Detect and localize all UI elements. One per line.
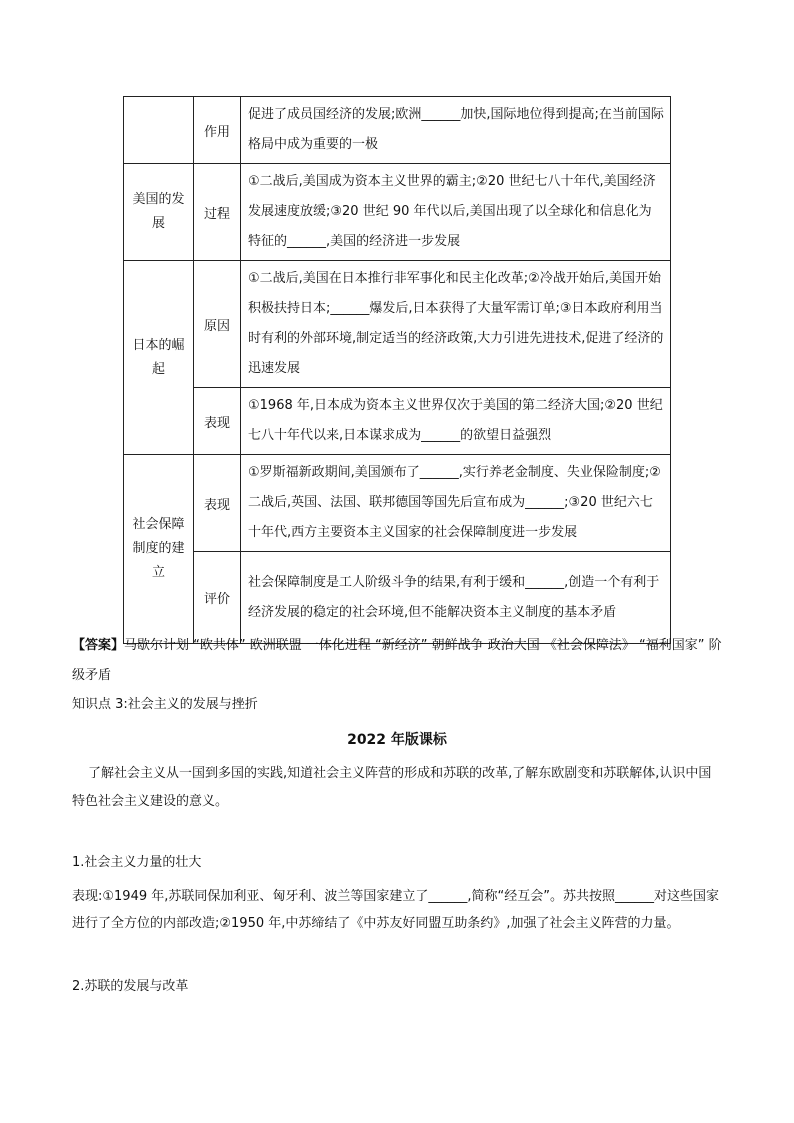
table-row (124, 97, 671, 164)
table-content-cell: 促进了成员国经济的发展;欧洲______加快,国际地位得到提高;在当前国际格局中成为重要的一极 (241, 97, 671, 164)
curriculum-standard-text: 了解社会主义从一国到多国的实践,知道社会主义阵营的形成和苏联的改革,了解东欧剧变和苏联解体,认识中国特色社会主义建设的意义。 (72, 766, 712, 809)
summary-table (123, 96, 671, 644)
table-content-cell: ①二战后,美国成为资本主义世界的霸主;②20 世纪七八十年代,美国经济发展速度放缓;③20 世纪 90 年代以后,美国出现了以全球化和信息化为特征的______,美国的经济进一步发展 (241, 164, 671, 261)
table-sub-cell: 表现 (194, 388, 241, 455)
table-group-cell: 社会保障制度的建立 (124, 455, 194, 644)
section-body: 表现:①1949 年,苏联同保加利亚、匈牙利、波兰等国家建立了______,简称“经互会”。苏共按照______对这些国家进行了全方位的内部改造;②1950 年,中苏缔结了《中苏友好同盟互助条约》,加强了社会主义阵营的力量。 (72, 889, 719, 931)
curriculum-standard-title: 2022 年版课标 (347, 732, 447, 748)
table-sub-cell: 过程 (194, 164, 241, 261)
table-row (124, 455, 671, 552)
table-sub-cell: 原因 (194, 261, 241, 388)
answer-text: 马歇尔计划 “欧共体” 欧洲联盟 一体化进程 “新经济” 朝鲜战争 政治大国 《社会保障法》 “福利国家” 阶级矛盾 (72, 638, 722, 683)
table-group-cell (124, 97, 194, 164)
table-row (124, 552, 671, 644)
section-heading: 1.社会主义力量的壮大 (72, 855, 202, 870)
knowledge-point-heading: 知识点 3:社会主义的发展与挫折 (72, 697, 258, 712)
table-sub-cell: 表现 (194, 455, 241, 552)
table-row (124, 261, 671, 388)
table-content-cell: 社会保障制度是工人阶级斗争的结果,有利于缓和______,创造一个有利于经济发展的稳定的社会环境,但不能解决资本主义制度的基本矛盾 (241, 552, 671, 644)
table-content-cell: ①罗斯福新政期间,美国颁布了______,实行养老金制度、失业保险制度;②二战后,英国、法国、联邦德国等国先后宣布成为______;③20 世纪六七十年代,西方主要资本主义国家的社会保障制度进一步发展 (241, 455, 671, 552)
table-sub-cell: 作用 (194, 97, 241, 164)
table-group-cell: 美国的发展 (124, 164, 194, 261)
table-content-cell: ①二战后,美国在日本推行非军事化和民主化改革;②冷战开始后,美国开始积极扶持日本;______爆发后,日本获得了大量军需订单;③日本政府利用当时有利的外部环境,制定适当的经济政策,大力引进先进技术,促进了经济的迅速发展 (241, 261, 671, 388)
answer-block (72, 631, 722, 691)
table-sub-cell: 评价 (194, 552, 241, 644)
table-row (124, 164, 671, 261)
section-heading: 2.苏联的发展与改革 (72, 979, 189, 994)
table-row (124, 388, 671, 455)
answer-label: 【答案】 (72, 638, 125, 653)
table-content-cell: ①1968 年,日本成为资本主义世界仅次于美国的第二经济大国;②20 世纪七八十年代以来,日本谋求成为______的欲望日益强烈 (241, 388, 671, 455)
table-group-cell: 日本的崛起 (124, 261, 194, 455)
